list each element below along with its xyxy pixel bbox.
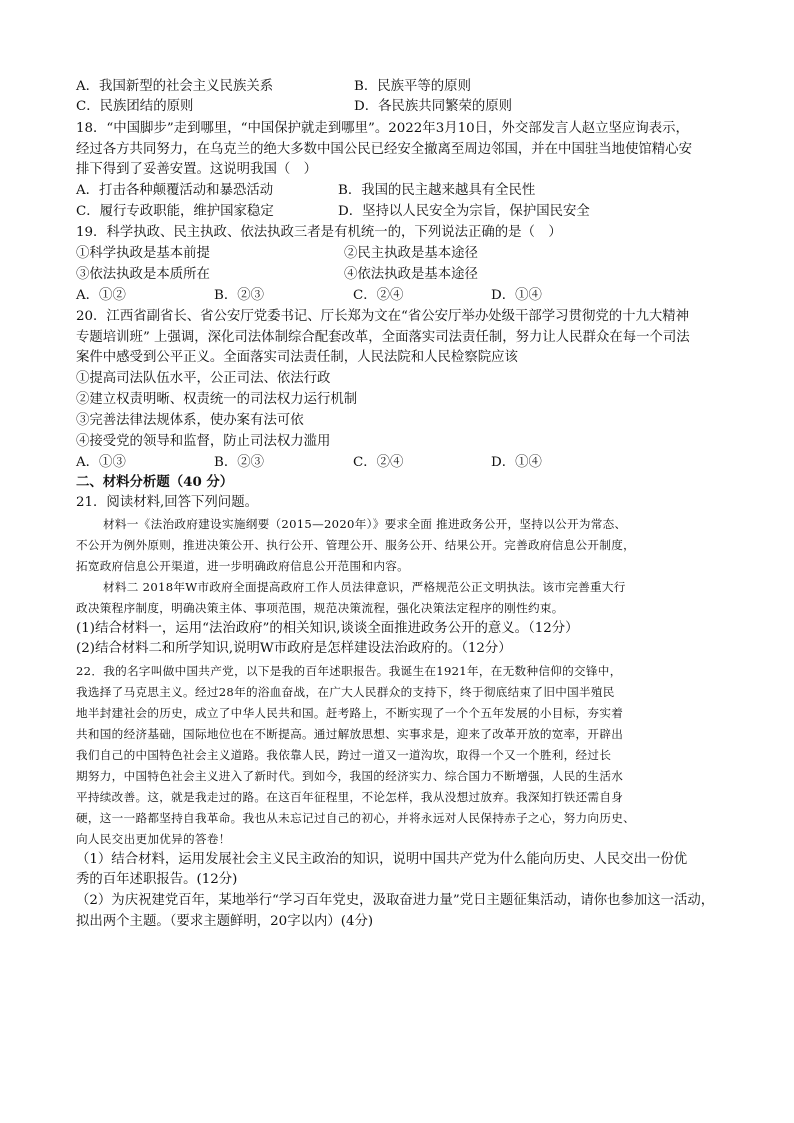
- q21-material-1-line-2: 不公开为例外原则，推进决策公开、执行公开、管理公开、服务公开、结果公开。完善政府信息公开制度，: [76, 538, 636, 552]
- q17-option-a: A．我国新型的社会主义民族关系: [76, 79, 274, 94]
- section-2-title: 二、材料分析题（40 分）: [76, 474, 234, 490]
- q18-option-a: A．打击各种颠覆活动和暴恐活动: [76, 183, 274, 198]
- q21-material-1-line-1: 材料一《法治政府建设实施纲要（2015—2020年）》要求全面 推进政务公开，坚持以公开为常态、: [103, 517, 627, 531]
- q19-statement-2: ②民主执政是基本途径: [344, 246, 478, 261]
- q20-statement-1: ①提高司法队伍水平，公正司法、依法行政: [76, 371, 331, 386]
- q18-stem-line-1: 18．“中国脚步”走到哪里，“中国保护就走到哪里”。2022年3月10日，外交部发言人赵立坚应询表示，: [76, 121, 689, 136]
- q20-statement-4: ④接受党的领导和监督，防止司法权力滥用: [76, 434, 331, 449]
- q17-option-b: B．民族平等的原则: [354, 79, 471, 94]
- q19-stem: 19．科学执政、民主执政、依法执政三者是有机统一的，下列说法正确的是（ ）: [76, 225, 562, 240]
- q22-material-line-8: 硬，这一一路都坚持自我革命。我也从未忘记过自己的初心，并将永远对人民保持赤子之心，努力向历史、: [76, 811, 636, 825]
- q20-stem-line-3: 案件中感受到公平正义。全面落实司法责任制，人民法院和人民检察院应该: [76, 350, 518, 365]
- q19-statement-1: ①科学执政是基本前提: [76, 246, 210, 261]
- q20-option-c: C．②④: [353, 455, 404, 470]
- q21-subquestion-2: (2)结合材料二和所学知识,说明W市政府是怎样建设法治政府的。（12分）: [76, 641, 512, 656]
- q19-statement-3: ③依法执政是本质所在: [76, 267, 210, 282]
- q22-material-line-5: 我们自己的中国特色社会主义道路。我依靠人民，跨过一道又一道沟坎，取得一个又一个胜利，经过长: [76, 748, 612, 762]
- q21-material-2-line-2: 政决策程序制度，明确决策主体、事项范围，规范决策流程，强化决策法定程序的刚性约束。: [76, 601, 564, 615]
- q18-stem-line-2: 经过各方共同努力，在乌克兰的绝大多数中国公民已经安全撤离至周边邻国，并在中国驻当地使馆精心安: [76, 142, 692, 157]
- q22-subquestion-2-line-1: （2）为庆祝建党百年，某地举行“学习百年党史，汲取奋进力量”党日主题征集活动，请你也参加这一活动，: [76, 893, 715, 908]
- q22-material-line-9: 向人民交出更加优异的答卷！: [76, 832, 231, 846]
- q22-material-line-3: 地半封建社会的历史，成立了中华人民共和国。赶考路上，不断实现了一个个五年发展的小目标，夯实着: [76, 706, 624, 720]
- q18-option-c: C．履行专政职能，维护国家稳定: [76, 204, 274, 219]
- q22-subquestion-2-line-2: 拟出两个主题。（要求主题鲜明，20字以内）(4分): [76, 914, 374, 929]
- q19-option-d: D．①④: [491, 288, 542, 303]
- q22-subquestion-1-line-1: （1）结合材料，运用发展社会主义民主政治的知识，说明中国共产党为什么能向历史、人民交出一份优: [76, 852, 688, 867]
- q19-statement-4: ④依法执政是基本途径: [344, 267, 478, 282]
- q20-option-b: B．②③: [214, 455, 265, 470]
- q19-option-a: A．①②: [76, 288, 126, 303]
- q21-material-1-line-3: 拓宽政府信息公开渠道，进一步明确政府信息公开范围和内容。: [76, 559, 410, 573]
- q22-material-line-6: 期努力，中国特色社会主义进入了新时代。到如今，我国的经济实力、综合国力不断增强，人民的生活水: [76, 769, 624, 783]
- q22-material-line-2: 我选择了马克思主义。经过28年的浴血奋战，在广大人民群众的支持下，终于彻底结束了旧中国半殖民: [76, 685, 615, 699]
- q20-stem-line-1: 20．江西省副省长、省公安厅党委书记、厅长郑为文在“省公安厅举办处级干部学习贯彻党的十九大精神: [76, 309, 690, 324]
- q19-option-b: B．②③: [214, 288, 265, 303]
- q18-option-b: B．我国的民主越来越具有全民性: [338, 183, 536, 198]
- q21-material-2-line-1: 材料二 2018年W市政府全面提高政府工作人员法律意识，严格规范公正文明执法。该市完善重大行: [103, 580, 626, 594]
- q20-option-d: D．①④: [491, 455, 542, 470]
- q18-stem-line-3: 排下得到了妥善安置。这说明我国（ ）: [76, 162, 318, 177]
- q22-material-line-4: 共和国的经济基础，国际地位也在不断提高。通过解放思想、实事求是，迎来了改革开放的宽率，开辟出: [76, 727, 624, 741]
- q18-option-d: D．坚持以人民安全为宗旨，保护国民安全: [338, 204, 590, 219]
- q19-option-c: C．②④: [353, 288, 404, 303]
- q22-material-line-7: 平持续改善。这，就是我走过的路。在这百年征程里，不论怎样，我从没想过放弃。我深知打铁还需自身: [76, 790, 624, 804]
- q22-material-line-1: 22．我的名字叫做中国共产党，以下是我的百年述职报告。我诞生在1921年，在无数种信仰的交锋中，: [76, 664, 622, 678]
- q17-option-d: D．各民族共同繁荣的原则: [354, 99, 513, 114]
- q20-stem-line-2: 专题培训班” 上强调，深化司法体制综合配套改革，全面落实司法责任制，努力让人民群众在每一个司法: [76, 330, 690, 345]
- q21-subquestion-1: (1)结合材料一，运用“法治政府”的相关知识,谈谈全面推进政务公开的意义。（12分）: [76, 621, 579, 636]
- q21-stem: 21．阅读材料,回答下列问题。: [76, 495, 258, 510]
- q20-statement-2: ②建立权责明晰、权责统一的司法权力运行机制: [76, 392, 358, 407]
- q17-option-c: C．民族团结的原则: [76, 99, 194, 114]
- q20-statement-3: ③完善法律法规体系，使办案有法可依: [76, 413, 304, 428]
- q22-subquestion-1-line-2: 秀的百年述职报告。(12分): [76, 872, 238, 887]
- q20-option-a: A．①③: [76, 455, 126, 470]
